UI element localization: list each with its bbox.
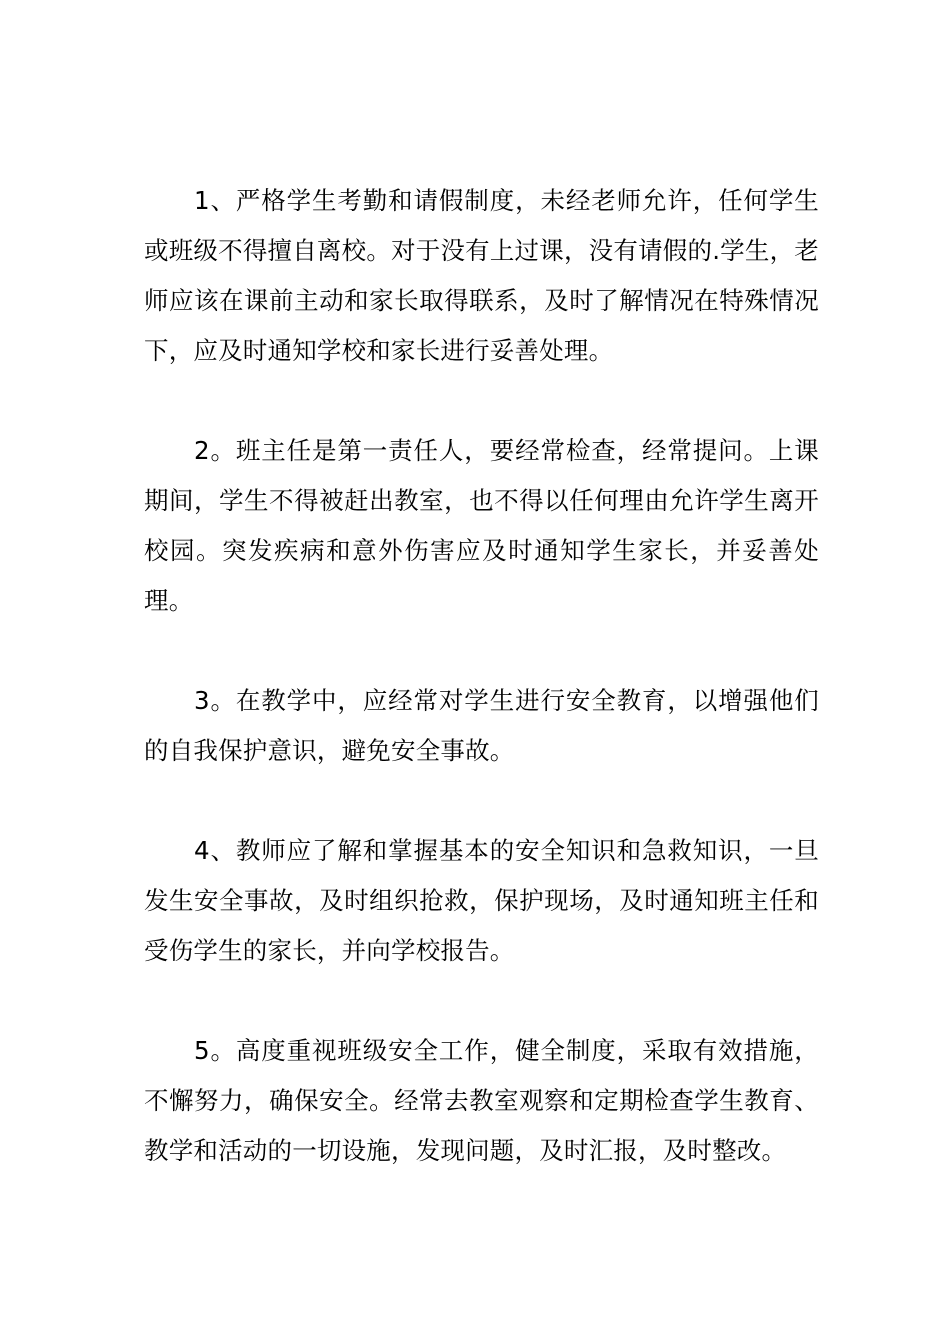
paragraph-2: 2。班主任是第一责任人，要经常检查，经常提问。上课期间，学生不得被赶出教室，也不得以任何理由允许学生离开校园。突发疾病和意外伤害应及时通知学生家长，并妥善处理。 (144, 436, 819, 615)
paragraph-1: 1、严格学生考勤和请假制度，未经老师允许，任何学生或班级不得擅自离校。对于没有上过课，没有请假的.学生，老师应该在课前主动和家长取得联系，及时了解情况在特殊情况下，应及时通知学校和家长进行妥善处理。 (144, 186, 819, 365)
paragraph-3: 3。在教学中，应经常对学生进行安全教育，以增强他们的自我保护意识，避免安全事故。 (144, 686, 819, 765)
paragraph-4: 4、教师应了解和掌握基本的安全知识和急救知识，一旦发生安全事故，及时组织抢救，保护现场，及时通知班主任和受伤学生的家长，并向学校报告。 (144, 836, 819, 965)
paragraph-5: 5。高度重视班级安全工作，健全制度，采取有效措施，不懈努力，确保安全。经常去教室观察和定期检查学生教育、教学和活动的一切设施，发现问题，及时汇报，及时整改。 (144, 1036, 819, 1165)
document-body (144, 176, 819, 1226)
